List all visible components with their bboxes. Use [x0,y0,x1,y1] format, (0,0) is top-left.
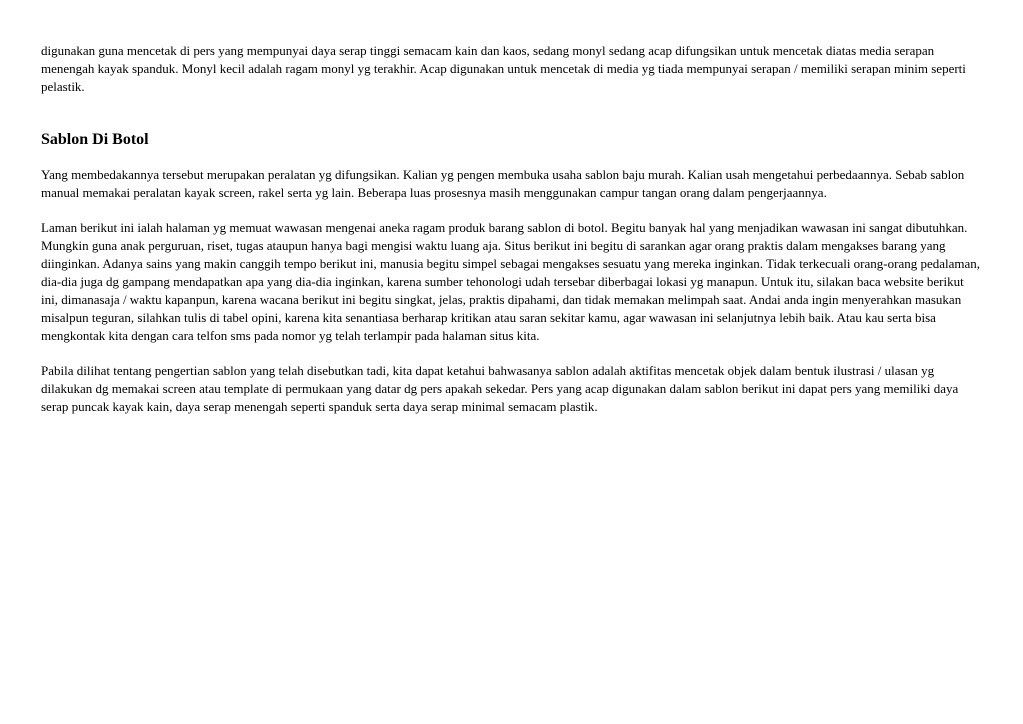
section-paragraph-3: Pabila dilihat tentang pengertian sablon yang telah disebutkan tadi, kita dapat ketahui bahwasanya sablon adalah aktifitas mencetak objek dalam bentuk ilustrasi / ulasan yg dilakukan dg memakai screen atau template di permukaan yang datar dg pers apakah sekedar. Pers yang acap digunakan dalam sablon berikut ini dapat pers yang memiliki daya serap puncak kayak kain, daya serap menengah seperti spanduk serta daya serap minimal semacam plastik. [41,363,959,414]
intro-paragraph: digunakan guna mencetak di pers yang mempunyai daya serap tinggi semacam kain dan kaos, sedang monyl sedang acap difungsikan untuk mencetak diatas media serapan menengah kayak spanduk. Monyl kecil adalah ragam monyl yg terakhir. Acap digunakan untuk mencetak di media yg tiada mempunyai serapan / memiliki serapan minim seperti pelastik. [41,43,966,94]
section-heading: Sablon Di Botol [41,131,149,148]
section-paragraph-2: Laman berikut ini ialah halaman yg memuat wawasan mengenai aneka ragam produk barang sablon di botol. Begitu banyak hal yang menjadikan wawasan ini sangat dibutuhkan. Mungkin guna anak perguruan, riset, tugas ataupun hanya bagi mengisi waktu luang aja. Situs berikut ini begitu di sarankan agar orang praktis dalam mengakses barang yang diinginkan. Adanya sains yang makin canggih tempo berikut ini, manusia begitu simpel sebagai mengakses sesuatu yang mereka inginkan. Tidak terkecuali orang-orang pedalaman, dia-dia juga dg gampang mendapatkan apa yang dia-dia inginkan, karena sumber tehonologi udah tersebar diberbagai lokasi yg manapun. Untuk itu, silakan baca website berikut ini, dimanasaja / waktu kapanpun, karena wacana berikut ini begitu singkat, jelas, praktis dipahami, dan tidak memakan melimpah saat. Andai anda ingin menyerahkan masukan misalpun teguran, silahkan tulis di tabel opini, karena kita senantiasa berharap kritikan atau saran sekitar kamu, agar wawasan ini selanjutnya lebih baik. Atau kau serta bisa mengkontak kita dengan cara telfon sms pada nomor yg telah terlampir pada halaman situs kita. [41,220,981,343]
section-paragraph-1: Yang membedakannya tersebut merupakan peralatan yg difungsikan. Kalian yg pengen membuka usaha sablon baju murah. Kalian usah mengetahui perbedaannya. Sebab sablon manual memakai peralatan kayak screen, rakel serta yg lain. Beberapa luas prosesnya masih menggunakan campur tangan orang dalam pengerjaannya. [41,167,965,200]
